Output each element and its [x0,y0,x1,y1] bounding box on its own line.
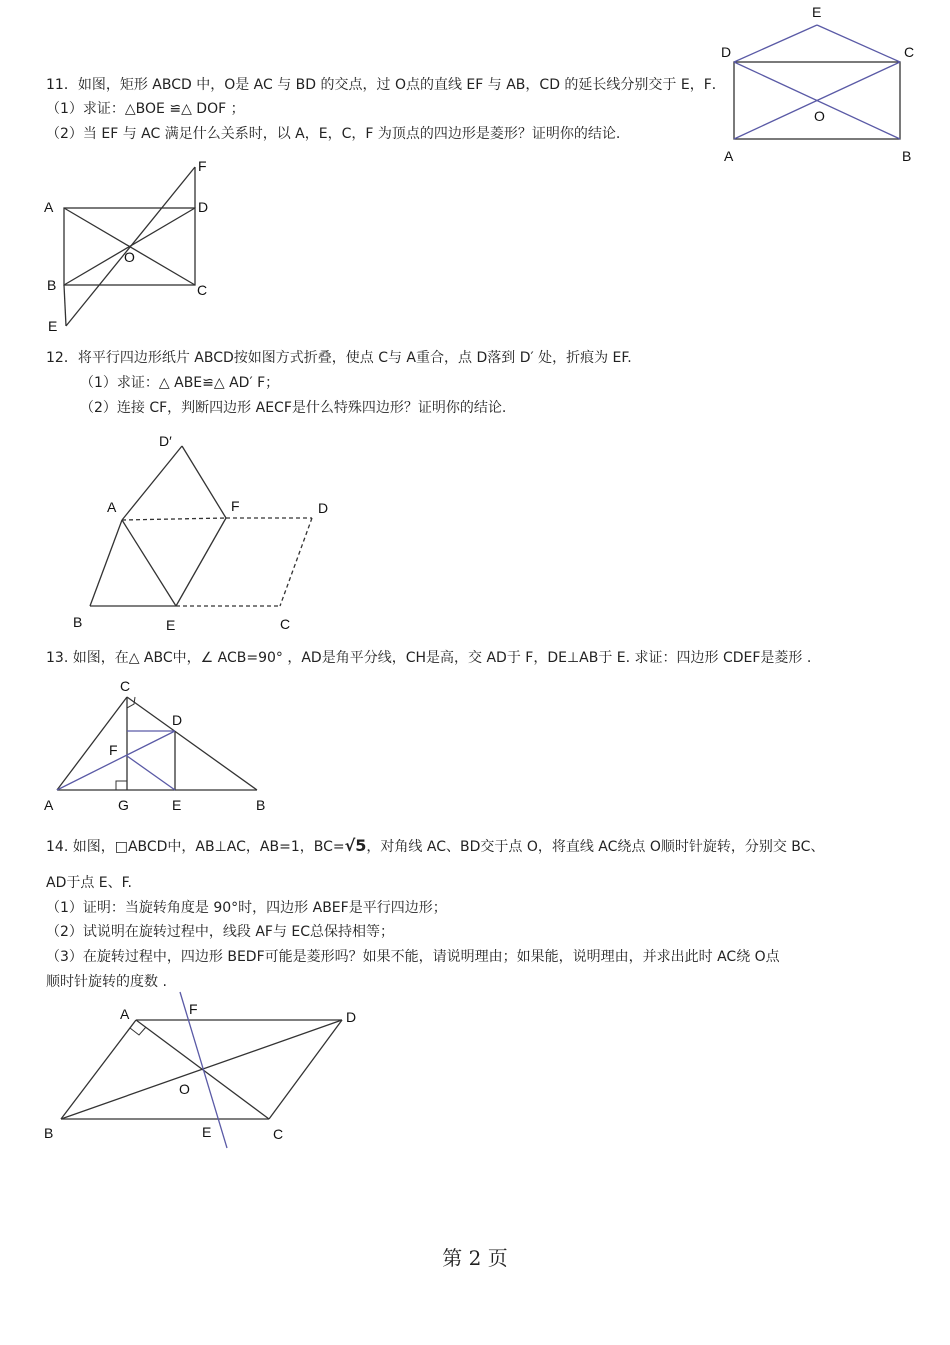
q11-f1-label-B: B [902,148,912,164]
q14-stem [46,837,824,856]
q12-part1: （1）求证：△ ABE≌△ AD′ F； [80,375,280,391]
q11-f1-label-E: E [812,4,822,20]
q14-label-C: C [273,1126,284,1142]
q12-label-E: E [166,617,176,633]
q14-label-F: F [189,1001,198,1017]
q14-stem-post: ，对角线 AC、BD交于点 O，将直线 AC绕点 O顺时针旋转，分别交 BC、 [366,839,825,855]
q14-stem-line2: AD于点 E、F. [46,875,132,891]
q11-figure-2 [40,150,230,340]
q14-label-E: E [202,1124,212,1140]
q11-f1-label-A: A [724,148,734,164]
q12-stem: 12．将平行四边形纸片 ABCD按如图方式折叠，使点 C与 A重合，点 D落到 D′ 处，折痕为 EF. [46,350,632,366]
q14-label-O: O [179,1081,190,1097]
q13-label-C: C [120,678,131,694]
q12-label-B: B [73,614,83,630]
q11-stem: 11．如图，矩形 ABCD 中，O是 AC 与 BD 的交点，过 O点的直线 EF 与 AB，CD 的延长线分别交于 E，F． [46,77,726,93]
q11-part2: （2）当 EF 与 AC 满足什么关系时，以 A，E，C，F 为顶点的四边形是菱形？证明你的结论. [46,126,621,142]
q11-f2-label-E: E [48,318,58,334]
q12-label-F: F [231,498,240,514]
q11-f2-label-D: D [198,199,209,215]
q14-label-A: A [120,1006,130,1022]
q14-label-B: B [44,1125,54,1141]
q13-figure [40,675,280,820]
page-number: 第 2 页 [442,1246,508,1270]
q12-label-A: A [107,499,117,515]
q11-f2-label-C: C [197,282,208,298]
q12-figure [60,420,350,640]
q14-part3: （3）在旋转过程中，四边形 BEDF可能是菱形吗？如果不能，请说明理由；如果能，说明理由，并求出此时 AC绕 O点 [46,949,780,965]
q11-f2-label-F: F [198,158,207,174]
q12-label-Dprime: D′ [159,433,172,449]
q13-label-F: F [109,742,118,758]
q13-label-D: D [172,712,183,728]
q12-part2: （2）连接 CF，判断四边形 AECF是什么特殊四边形？证明你的结论. [80,400,507,416]
q14-stem-pre: 14. 如图，□ABCD中，AB⊥AC，AB=1，BC= [46,839,345,855]
q11-f1-label-D: D [721,44,732,60]
q12-label-D: D [318,500,329,516]
q13-label-E: E [172,797,182,813]
q11-part1: （1）求证：△BOE ≌△ DOF ； [46,101,245,117]
q11-f2-label-O: O [124,249,135,265]
q13-label-G: G [118,797,129,813]
q12-label-C: C [280,616,291,632]
q11-f2-label-B: B [47,277,57,293]
q14-label-D: D [346,1009,357,1025]
q11-f1-label-O: O [814,108,825,124]
q14-figure [40,990,370,1155]
q14-part3-line2: 顺时针旋转的度数 . [46,974,167,990]
q11-f1-label-C: C [904,44,915,60]
q13-label-A: A [44,797,54,813]
q13-label-B: B [256,797,266,813]
q14-part1: （1）证明：当旋转角度是 90°时，四边形 ABEF是平行四边形； [46,900,447,916]
q11-f2-label-A: A [44,199,54,215]
q14-part2: （2）试说明在旋转过程中，线段 AF与 EC总保持相等； [46,924,395,940]
q11-figure-1 [715,0,915,170]
q14-sqrt-value: √5 [344,836,367,855]
q13-stem: 13. 如图，在△ ABC中，∠ ACB=90° ，AD是角平分线，CH是高，交 AD于 F，DE⊥AB于 E. 求证：四边形 CDEF是菱形 . [46,650,812,666]
